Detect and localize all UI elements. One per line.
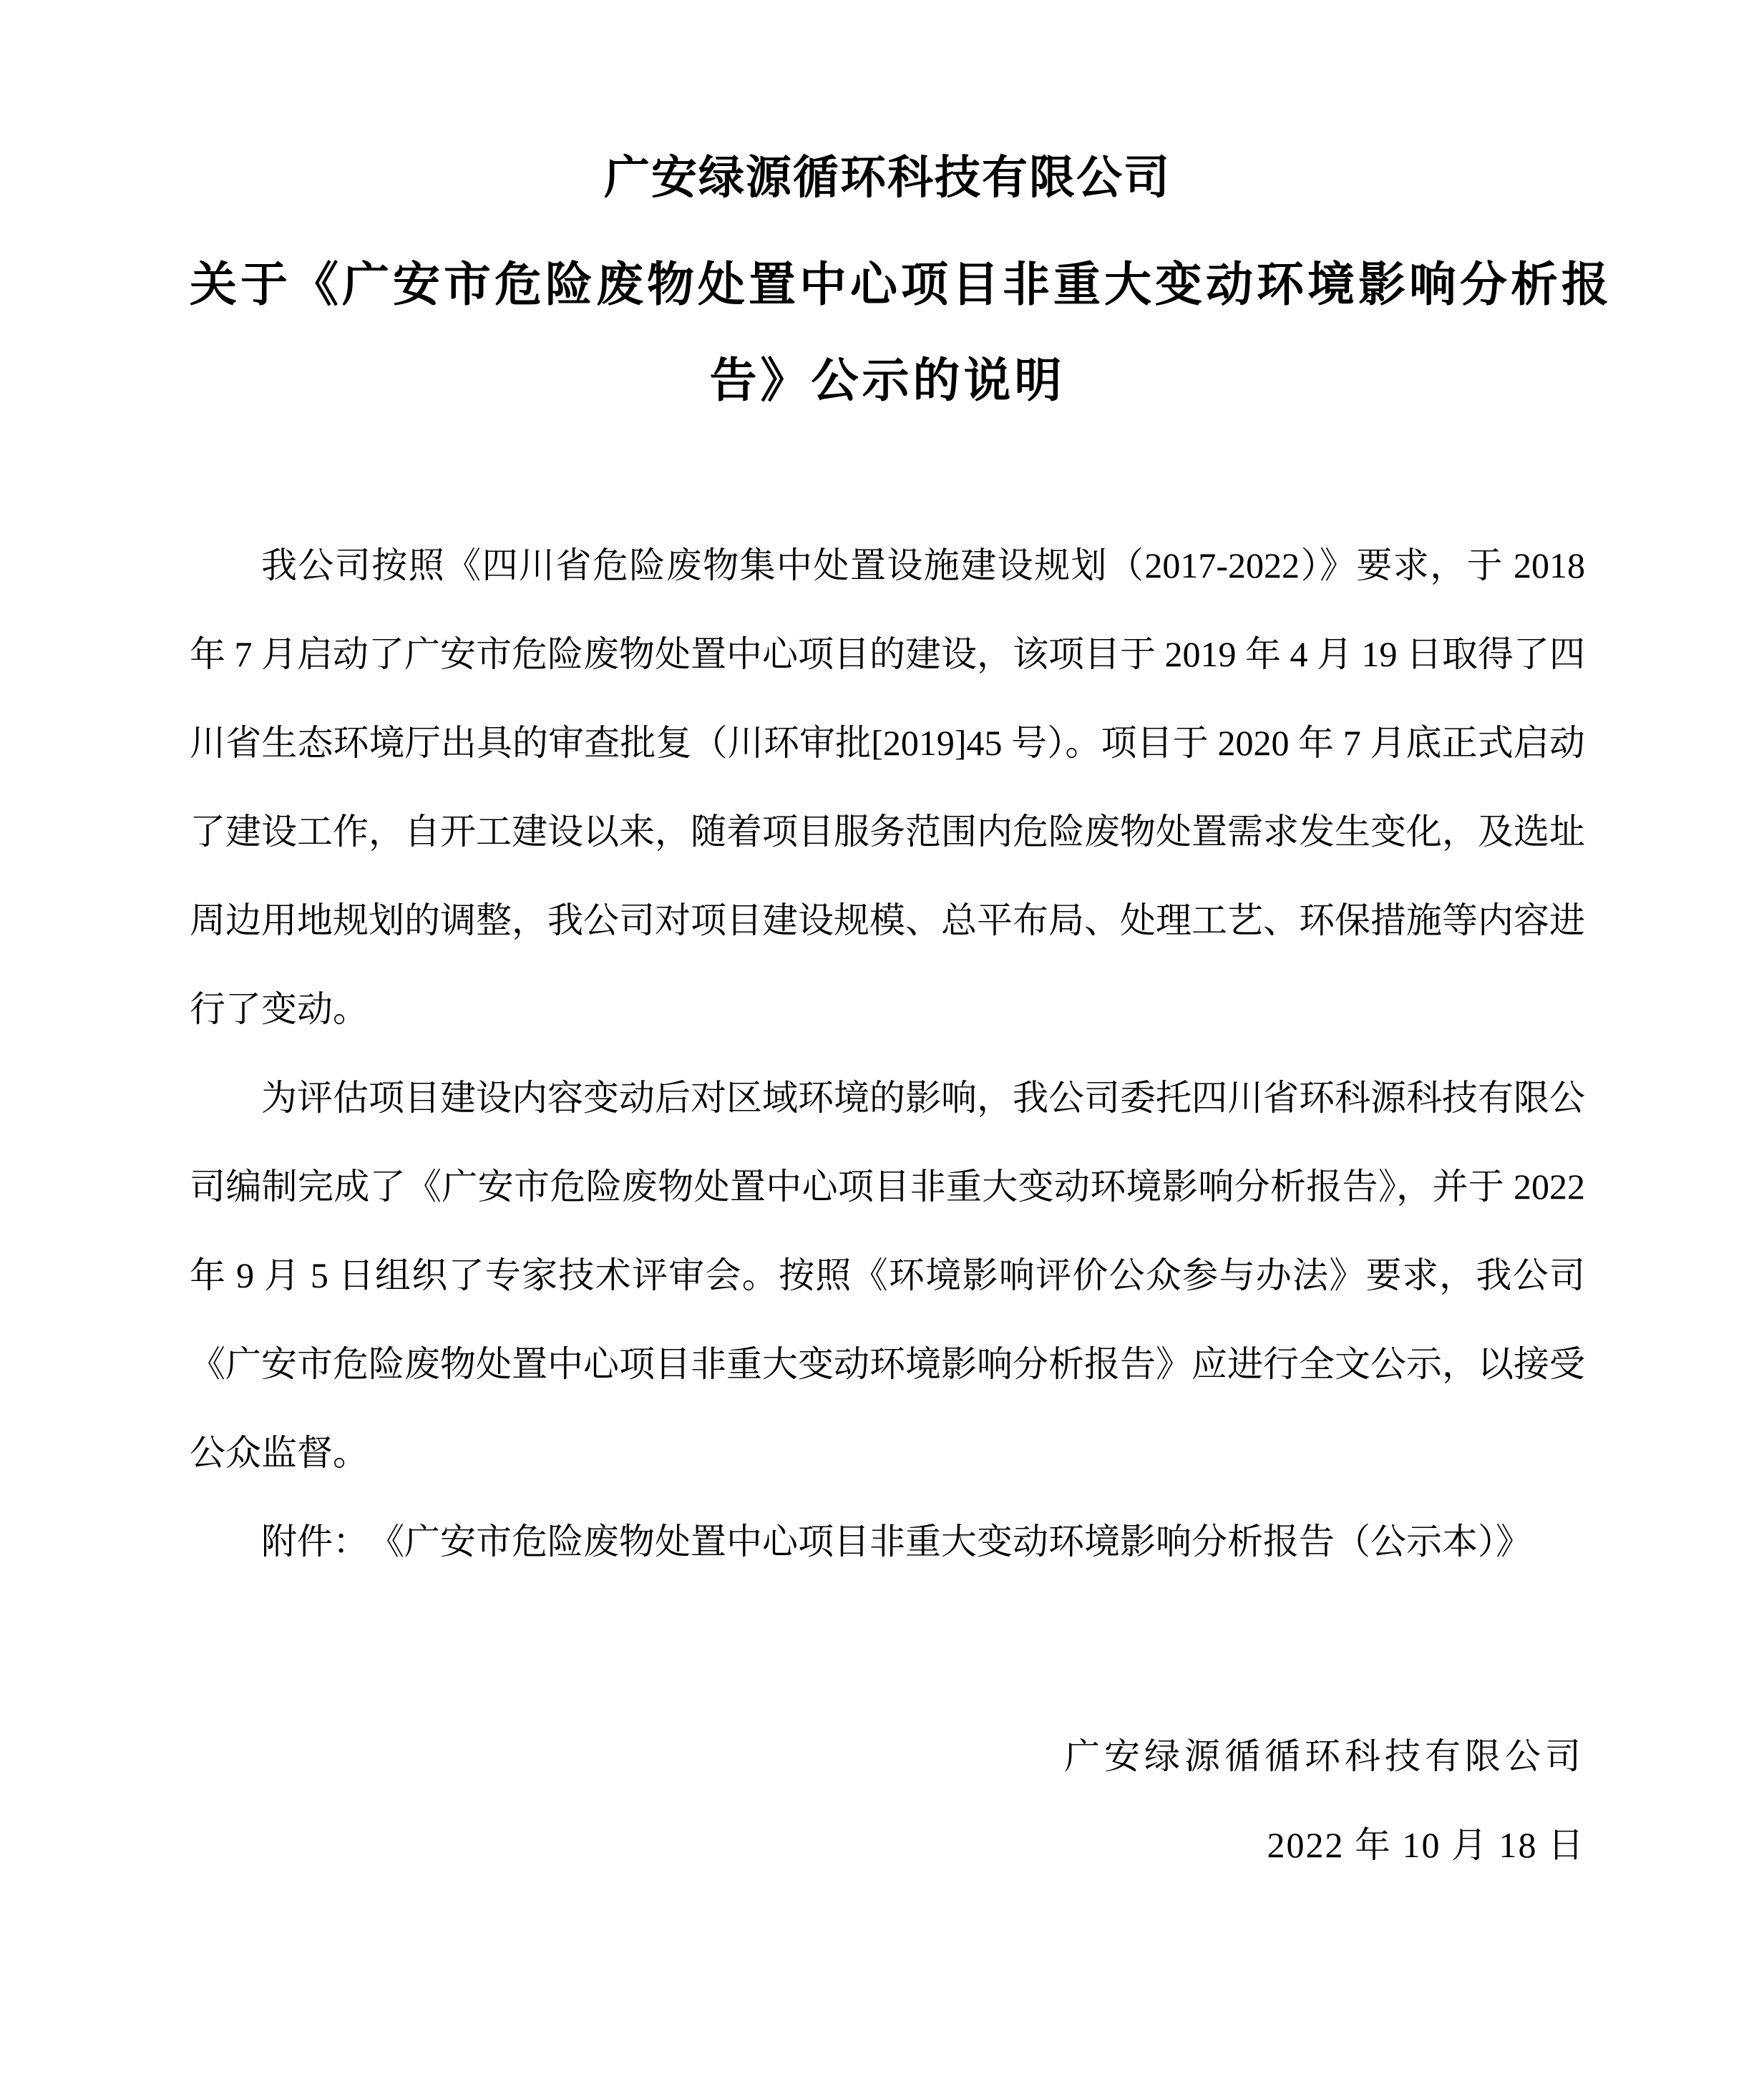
signature-company: 广安绿源循循环科技有限公司 bbox=[1064, 1736, 1585, 1776]
document-title-line-1: 广安绿源循环科技有限公司 bbox=[604, 152, 1171, 203]
body-paragraph-1: 我公司按照《四川省危险废物集中处置设施建设规划（2017-2022）》要求，于 2018 年 7 月启动了广安市危险废物处置中心项目的建设，该项目于 2019 年 4 月 19 日取得了四川省生态环境厅出具的审查批复（川环审批[2019]45 号）。项目于 2020 年 7 月底正式启动了建设工作，自开工建设以来，随着项目服务范围内危险废物处置需求发生变化，及选址周边用地规划的调整，我公司对项目建设规模、总平布局、处理工艺、环保措施等内容进行了变动。 bbox=[190, 545, 1585, 1029]
document-body bbox=[190, 521, 1585, 1586]
document-title bbox=[190, 0, 1612, 428]
document-title-line-3: 告》公示的说明 bbox=[709, 354, 1066, 406]
signature-block bbox=[190, 1712, 1585, 1889]
body-paragraph-2: 为评估项目建设内容变动后对区域环境的影响，我公司委托四川省环科源科技有限公司编制完成了《广安市危险废物处置中心项目非重大变动环境影响分析报告》，并于 2022 年 9 月 5 日组织了专家技术评审会。按照《环境影响评价公众参与办法》要求，我公司《广安市危险废物处置中心项目非重大变动环境影响分析报告》应进行全文公示，以接受公众监督。 bbox=[190, 1078, 1585, 1473]
signature-date: 2022 年 10 月 18 日 bbox=[1267, 1825, 1585, 1865]
document-title-line-2: 关于《广安市危险废物处置中心项目非重大变动环境影响分析报 bbox=[190, 258, 1612, 311]
attachment-paragraph: 附件： 《广安市危险废物处置中心项目非重大变动环境影响分析报告（公示本）》 bbox=[261, 1521, 1531, 1562]
